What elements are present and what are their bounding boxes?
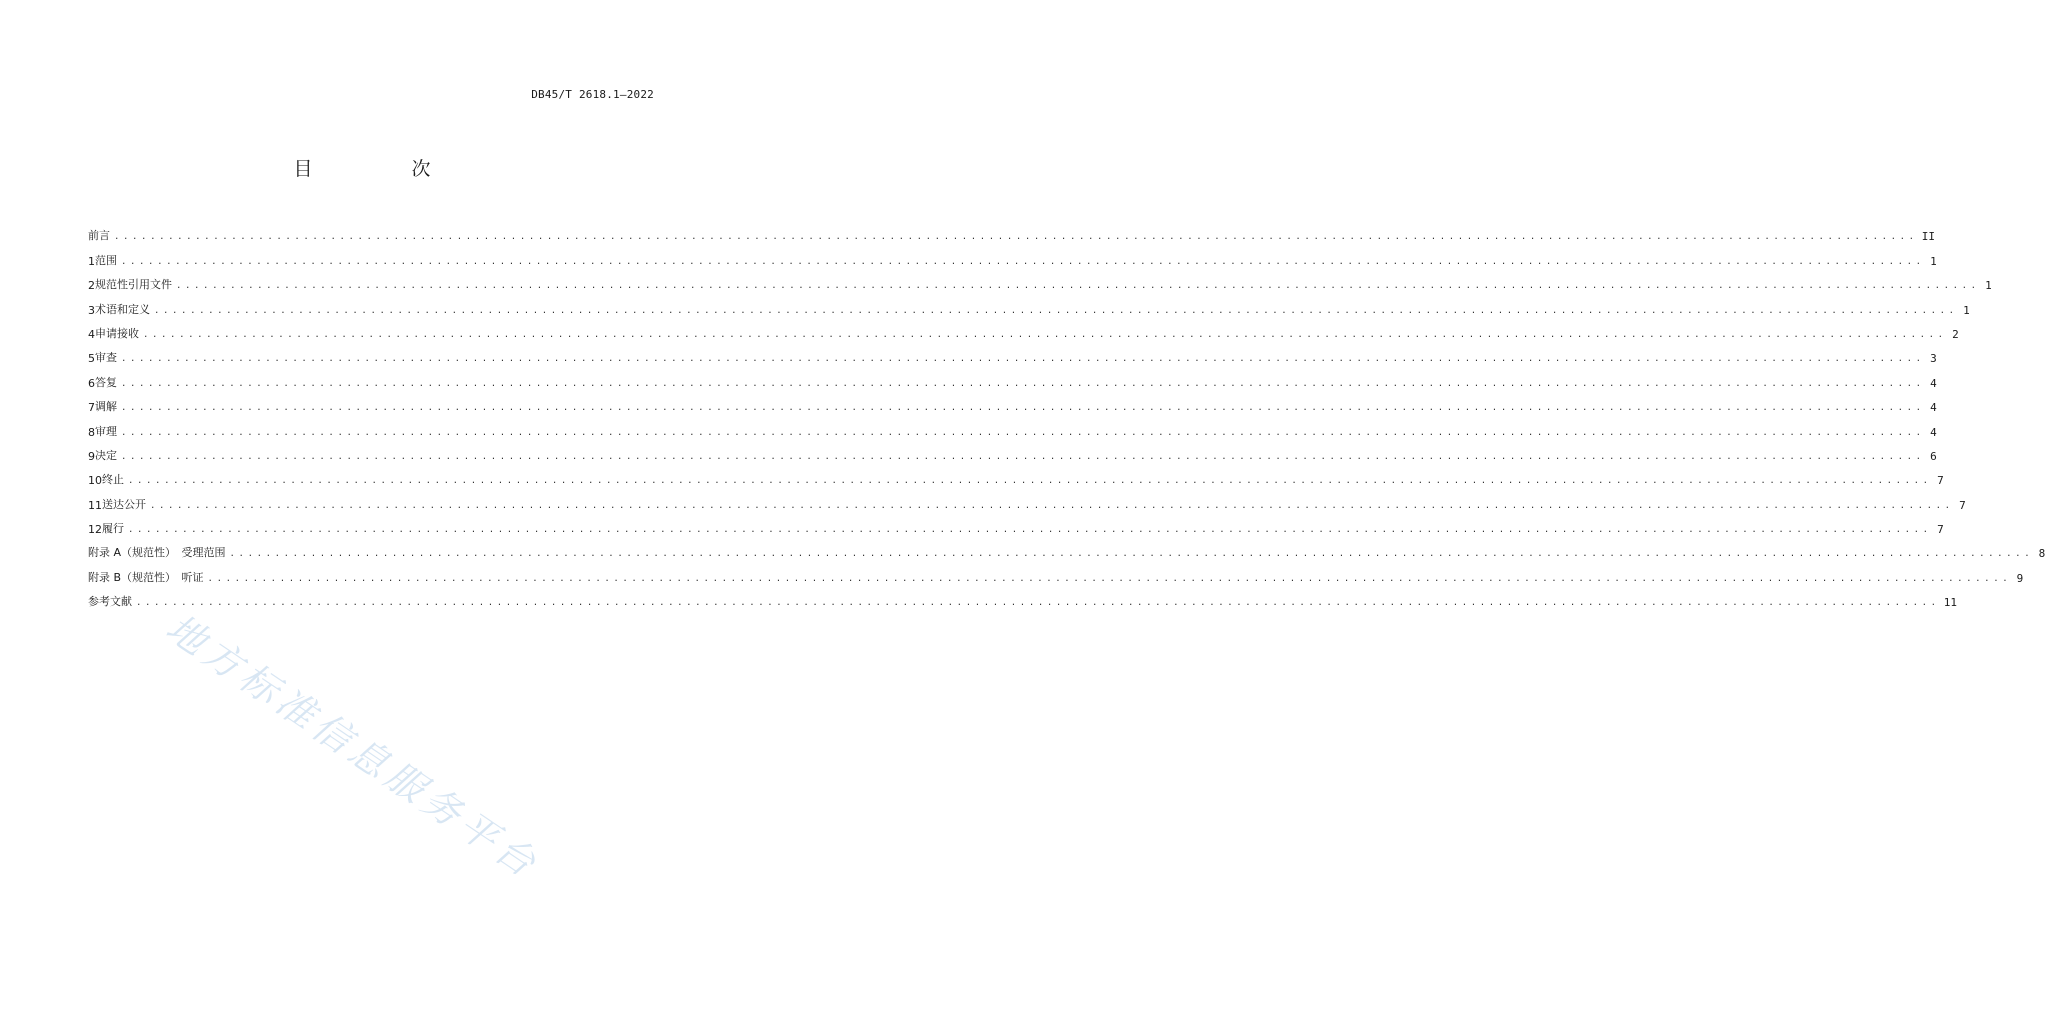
toc-entry-number: 10 — [88, 474, 102, 488]
toc-entry-page: 1 — [1930, 254, 1937, 268]
toc-entry-label: 决定 — [95, 448, 117, 462]
toc-entry-label: 答复 — [95, 375, 117, 389]
toc-entry-number: 6 — [88, 376, 95, 390]
toc-entry-page: 7 — [1937, 523, 1944, 537]
toc-leader-dots: ........................................................................................................................................................................................................ — [121, 256, 1925, 267]
toc-entry-page: 9 — [2016, 571, 2024, 585]
toc-leader-dots: ........................................................................................................................................................................................................ — [114, 232, 1918, 243]
toc-entry-page: 3 — [1930, 352, 1937, 366]
toc-entry[interactable] — [88, 439, 1937, 463]
toc-entry-label: 送达公开 — [102, 497, 146, 511]
toc-entry-number: 1 — [88, 254, 95, 268]
toc-leader-dots: ........................................................................................................................................................................................................ — [128, 476, 1932, 487]
toc-leader-dots: ........................................................................................................................................................................................................ — [121, 403, 1925, 414]
toc-leader-dots: ........................................................................................................................................................................................................ — [176, 281, 1980, 292]
toc-entry-label: 申请接收 — [95, 326, 139, 340]
toc-entry-number: 5 — [88, 352, 95, 366]
toc-entry-page: 11 — [1943, 596, 1957, 610]
toc-entry-number: 7 — [88, 401, 95, 415]
toc-entry-number: 12 — [88, 523, 102, 537]
toc-entry[interactable] — [88, 317, 1959, 341]
toc-entry[interactable] — [88, 560, 2024, 585]
toc-entry[interactable] — [88, 219, 1935, 244]
toc-entry-page: 4 — [1930, 376, 1937, 390]
toc-entry-page: 4 — [1930, 401, 1937, 415]
toc-leader-dots: ........................................................................................................................................................................................................ — [154, 305, 1958, 316]
toc-entry-label: 前言 — [88, 229, 110, 243]
toc-entry-label: 术语和定义 — [95, 302, 150, 316]
toc-entry-page: 8 — [2038, 547, 2045, 561]
table-of-contents — [88, 219, 2045, 610]
toc-entry[interactable] — [88, 512, 1944, 537]
toc-entry[interactable] — [88, 414, 1937, 439]
toc-leader-dots: ........................................................................................................................................................................................................ — [207, 573, 2012, 584]
toc-entry[interactable] — [88, 585, 1957, 610]
toc-entry-page: 2 — [1952, 327, 1959, 341]
toc-entry[interactable] — [88, 390, 1937, 415]
toc-entry-label: 附录 B（规范性） 听证 — [88, 570, 204, 584]
toc-entry[interactable] — [88, 463, 1944, 488]
watermark: 地方标准信息服务平台 — [158, 605, 548, 888]
toc-entry-number: 3 — [88, 303, 95, 317]
toc-entry[interactable] — [88, 536, 2045, 561]
toc-title: 目 次 — [293, 158, 471, 180]
toc-entry-number: 11 — [88, 498, 102, 512]
toc-leader-dots: ........................................................................................................................................................................................................ — [136, 598, 1940, 609]
toc-entry[interactable] — [88, 365, 1937, 390]
toc-leader-dots: ........................................................................................................................................................................................................ — [229, 549, 2034, 560]
toc-entry-label: 审查 — [95, 351, 117, 365]
toc-entry-number: 4 — [88, 327, 95, 341]
toc-entry[interactable] — [88, 487, 1966, 512]
toc-entry-page: II — [1921, 230, 1935, 244]
toc-entry[interactable] — [88, 292, 1970, 317]
toc-entry-page: 7 — [1937, 474, 1944, 488]
toc-entry-label: 终止 — [102, 473, 124, 487]
toc-entry-page: 4 — [1930, 425, 1937, 439]
toc-entry-page: 6 — [1930, 449, 1937, 463]
toc-leader-dots: ........................................................................................................................................................................................................ — [143, 329, 1947, 340]
toc-entry-number: 2 — [88, 279, 95, 293]
toc-entry-label: 范围 — [95, 253, 117, 267]
toc-entry-label: 调解 — [95, 400, 117, 414]
toc-entry[interactable] — [88, 243, 1937, 268]
toc-entry[interactable] — [88, 268, 1992, 293]
toc-leader-dots: ........................................................................................................................................................................................................ — [150, 500, 1954, 511]
toc-entry-page: 1 — [1985, 279, 1992, 293]
toc-entry-number: 8 — [88, 425, 95, 439]
toc-entry-label: 审理 — [95, 424, 117, 438]
toc-entry-label: 履行 — [102, 522, 124, 536]
toc-entry-label: 规范性引用文件 — [95, 278, 172, 292]
toc-leader-dots: ........................................................................................................................................................................................................ — [121, 378, 1925, 389]
toc-leader-dots: ........................................................................................................................................................................................................ — [128, 525, 1932, 536]
toc-entry[interactable] — [88, 341, 1937, 366]
toc-leader-dots: ........................................................................................................................................................................................................ — [121, 354, 1925, 365]
toc-leader-dots: ........................................................................................................................................................................................................ — [121, 427, 1925, 438]
toc-entry-number: 9 — [88, 449, 95, 463]
toc-entry-label: 参考文献 — [88, 595, 132, 609]
document-code: DB45/T 2618.1—2022 — [531, 88, 654, 101]
toc-entry-label: 附录 A（规范性） 受理范围 — [88, 546, 226, 560]
toc-entry-page: 7 — [1959, 498, 1966, 512]
toc-entry-page: 1 — [1963, 303, 1970, 317]
toc-leader-dots: ........................................................................................................................................................................................................ — [121, 451, 1925, 462]
